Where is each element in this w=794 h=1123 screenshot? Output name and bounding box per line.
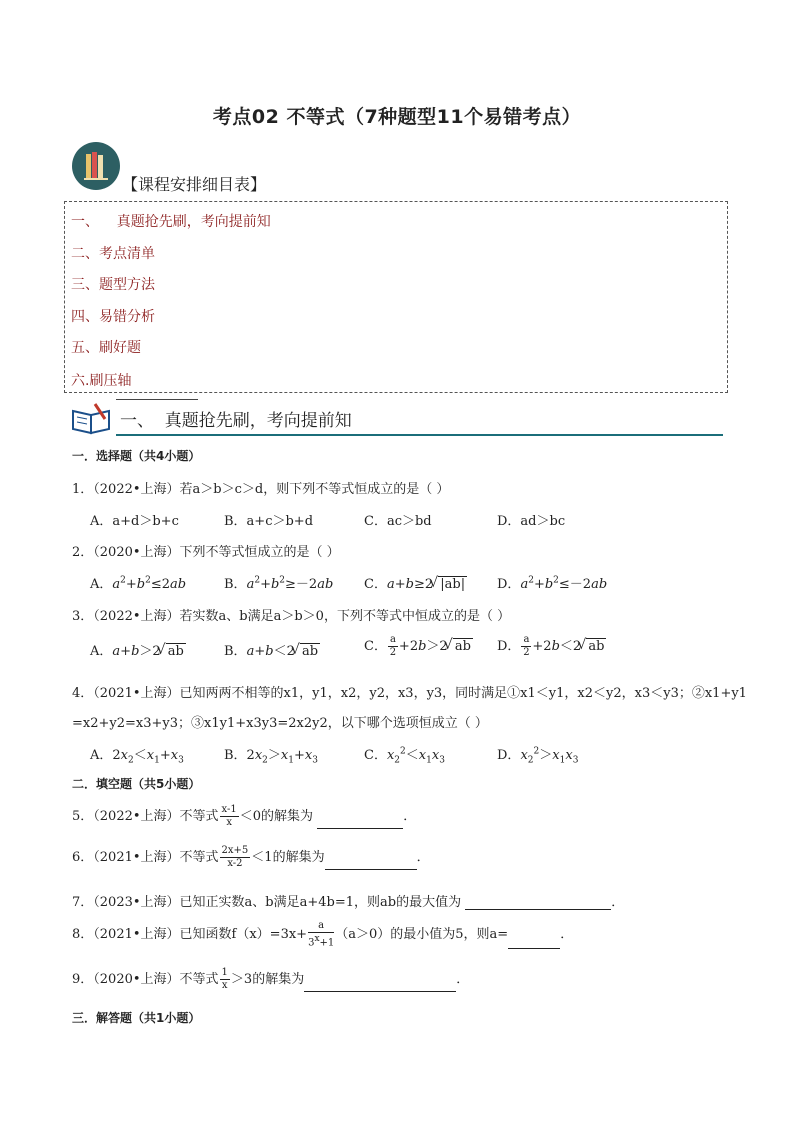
divider xyxy=(116,399,198,400)
option-a: A．a+b＞2 √ ab xyxy=(90,640,186,659)
option-a: A．$a^2+b^2\le 2ab$ xyxy=(90,575,187,592)
question-6: 6．（2021•上海）不等式 $\frac{2x+5}{x-2}$ ＜1的解集为 ． xyxy=(72,845,430,869)
answer-blank[interactable] xyxy=(465,897,611,910)
question-3 xyxy=(72,605,510,624)
course-logo-icon xyxy=(72,142,120,190)
question-text: 若a＞b＞c＞d，则下列不等式恒成立的是（ ） xyxy=(179,482,450,497)
question-text: 若实数a、b满足a＞b＞0，下列不等式中恒成立的是（ ） xyxy=(179,609,511,624)
numerator: 2x+5 xyxy=(221,845,249,856)
question-text: ＞3的解集为 xyxy=(230,972,305,987)
answer-blank[interactable] xyxy=(317,816,403,829)
question-source: 4．（2021•上海） xyxy=(72,686,180,701)
question-text: 下列不等式恒成立的是（ ） xyxy=(179,545,340,560)
option-b: B．$a^2+b^2\ge-2ab$ xyxy=(224,575,334,592)
part-heading: 二．填空题（共5小题） xyxy=(72,777,201,791)
question-source: 2．（2020•上海） xyxy=(72,545,180,560)
denominator: $3^x+1$ xyxy=(308,934,335,949)
option-b: B．a+c＞b+d xyxy=(224,514,314,529)
denominator: x xyxy=(226,817,232,828)
page-title: 考点02 不等式（7种题型11个易错考点） xyxy=(212,106,582,128)
denominator: x-2 xyxy=(227,858,243,869)
toc-item[interactable]: 四、易错分析 xyxy=(71,309,155,325)
question-text: ＜0的解集为 xyxy=(239,809,314,824)
book-icon xyxy=(70,401,114,439)
question-8: 8．（2021•上海）已知函数f（x）=3x+ $\frac{a}{3^x+1}$ （a＞0）的最小值为5，则a= ． xyxy=(72,920,574,949)
question-text-line1: 已知两两不相等的x1，y1，x2，y2，x3，y3，同时满足①x1＜y1，x2＜y2，x3＜y3；②x1+y1 xyxy=(179,686,747,701)
question-source: 7．（2023•上海） xyxy=(72,895,180,910)
question-source: 1．（2022•上海） xyxy=(72,482,180,497)
option-b: B．a+b＜2 √ ab xyxy=(224,640,320,659)
section-title: 一、 真题抢先刷，考向提前知 xyxy=(120,411,352,431)
question-text: 不等式 xyxy=(179,972,219,987)
part-heading: 三．解答题（共1小题） xyxy=(72,1011,201,1025)
course-heading: 【课程安排细目表】 xyxy=(122,175,267,194)
question-4-cont: =x2+y2=x3+y3；③x1y1+x3y3=2x2y2，以下哪个选项恒成立（ ） xyxy=(72,716,488,731)
denominator: x xyxy=(221,980,228,991)
question-1 xyxy=(72,478,449,497)
question-source: 5．（2022•上海） xyxy=(72,809,180,824)
question-text: 不等式 xyxy=(179,809,219,824)
question-5: 5．（2022•上海）不等式 $\frac{x-1}{x}$ ＜0的解集为 ． xyxy=(72,804,417,828)
question-text: （a＞0）的最小值为5，则a= xyxy=(335,927,509,943)
answer-blank[interactable] xyxy=(304,979,456,992)
question-text: 不等式 xyxy=(179,850,219,865)
fraction xyxy=(220,845,251,870)
question-text: ＜1的解集为 xyxy=(251,850,325,865)
option-a: A．a+d＞b+c xyxy=(90,514,179,529)
question-source: 8．（2021•上海） xyxy=(72,927,180,943)
question-source: 9．（2020•上海） xyxy=(72,972,180,987)
question-text: 已知函数f（x）=3x+ xyxy=(179,927,308,943)
toc-item[interactable]: 一、 真题抢先刷，考向提前知 xyxy=(71,214,271,230)
fraction xyxy=(308,920,334,949)
answer-blank[interactable] xyxy=(325,857,417,870)
numerator: x-1 xyxy=(221,804,237,815)
toc-item[interactable]: 三、题型方法 xyxy=(71,277,155,293)
question-9: 9．（2020•上海）不等式 $\frac{1}{x}$ ＞3的解集为 ． xyxy=(72,967,470,991)
answer-blank[interactable] xyxy=(508,936,560,949)
toc-item[interactable]: 二、考点清单 xyxy=(71,246,155,262)
option-a: A．$2x_2<x_1+x_3$ xyxy=(90,748,184,766)
option-d: D． $\frac{a}{2}$ +2b＜2 √ ab xyxy=(497,634,606,659)
question-text: 已知正实数a、b满足a+4b=1，则ab的最大值为 xyxy=(179,895,462,910)
option-b: B．$2x_2>x_1+x_3$ xyxy=(224,748,318,766)
question-source: 6．（2021•上海） xyxy=(72,850,180,865)
option-c: C．$x_2^2<x_1x_3$ xyxy=(364,746,445,766)
question-source: 3．（2022•上海） xyxy=(72,609,180,624)
option-c: C．a+b≥2 √ |ab| xyxy=(364,573,467,592)
toc-item[interactable]: 六.刷压轴 xyxy=(71,373,132,389)
numerator: 1 xyxy=(221,967,228,978)
option-d: D．ad＞bc xyxy=(497,514,566,529)
option-d: D．$x_2^2>x_1x_3$ xyxy=(497,746,579,766)
table-of-contents xyxy=(64,201,728,393)
part-heading: 一．选择题（共4小题） xyxy=(72,449,201,463)
toc-item[interactable]: 五、刷好题 xyxy=(71,340,141,356)
question-2 xyxy=(72,541,340,560)
question-7: 7．（2023•上海）已知正实数a、b满足a+4b=1，则ab的最大值为 ． xyxy=(72,895,625,910)
option-c: C．ac＞bd xyxy=(364,514,432,529)
numerator: a xyxy=(308,920,334,933)
question-4 xyxy=(72,682,747,701)
option-d: D．$a^2+b^2\le-2ab$ xyxy=(497,575,608,592)
fraction xyxy=(220,967,230,992)
fraction xyxy=(220,804,239,829)
section-underline xyxy=(116,434,723,436)
option-c: C． $\frac{a}{2}$ +2b＞2 √ ab xyxy=(364,634,473,659)
